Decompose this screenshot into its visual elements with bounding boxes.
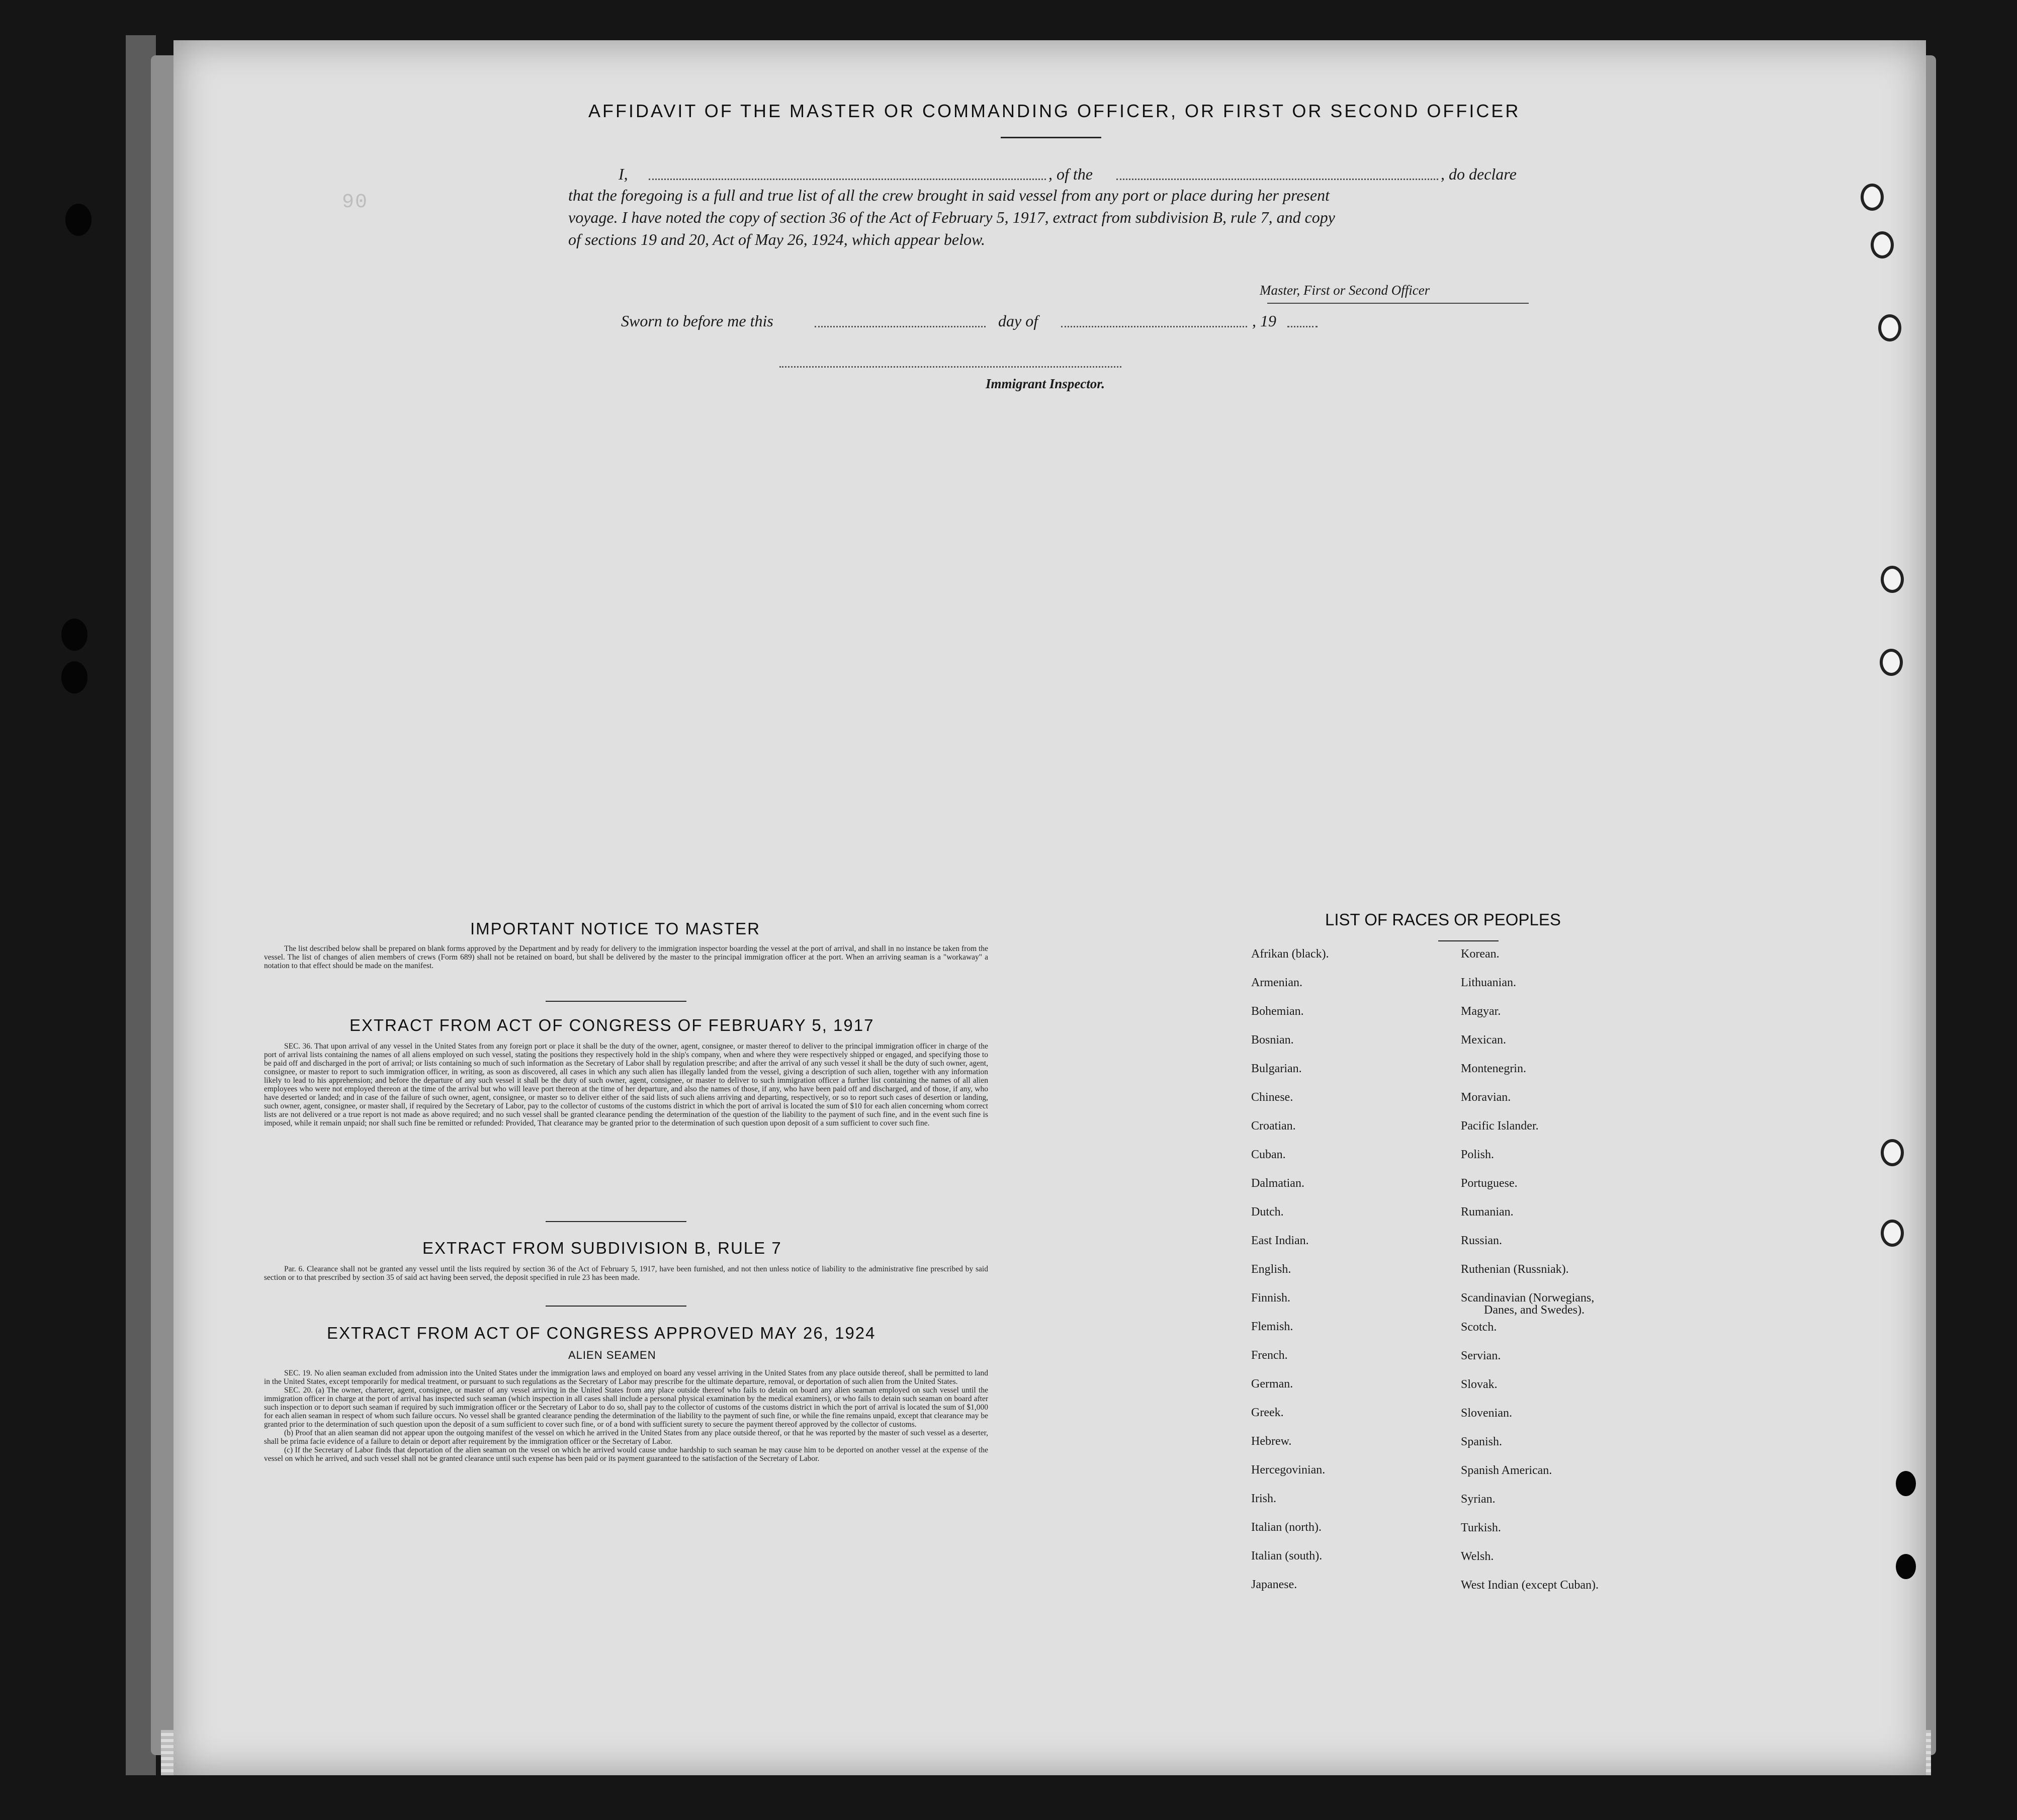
race-item: Scotch. (1461, 1321, 1497, 1334)
race-item: Italian (south). (1251, 1549, 1323, 1563)
inspector-label: Immigrant Inspector. (986, 376, 1105, 391)
race-item: Spanish American. (1461, 1464, 1552, 1477)
binder-ring (1880, 649, 1903, 676)
race-item: Dutch. (1251, 1205, 1284, 1219)
race-item: Portuguese. (1461, 1177, 1518, 1190)
sec-20c-paragraph: (c) If the Secretary of Labor finds that deportation of the alien seaman on the vessel on which he arrived would cause undue hardship to such seaman he may cause him to be deported on another vessel at the expense of the vessel on which he arrived, and such vessel shall not be granted clearance until such expense has been paid or its payment guaranteed to the satisfaction of the Secretary of Labor. (264, 1446, 988, 1463)
extract-1924-title: EXTRACT FROM ACT OF CONGRESS APPROVED MAY 26, 1924 (327, 1324, 876, 1342)
race-item: Montenegrin. (1461, 1062, 1526, 1075)
notice-title: IMPORTANT NOTICE TO MASTER (470, 919, 761, 938)
race-item: Syrian. (1461, 1493, 1496, 1506)
race-item: Servian. (1461, 1349, 1501, 1362)
binder-hole (61, 661, 87, 694)
section-rule (546, 1306, 686, 1307)
month-blank (1061, 326, 1247, 327)
race-item: Chinese. (1251, 1091, 1293, 1104)
binder-hole (1896, 1554, 1916, 1579)
binder-ring (1871, 231, 1894, 258)
binder-ring (1878, 314, 1901, 341)
officer-signature-line (1267, 303, 1529, 304)
race-item: Armenian. (1251, 976, 1302, 989)
race-item: Pacific Islander. (1461, 1119, 1539, 1133)
race-item: Japanese. (1251, 1578, 1297, 1591)
binder-ring (1881, 1139, 1904, 1166)
race-item: Bosnian. (1251, 1033, 1294, 1047)
race-item: Rumanian. (1461, 1205, 1514, 1219)
affidavit-title: AFFIDAVIT OF THE MASTER OR COMMANDING OFFICER, OR FIRST OR SECOND OFFICER (588, 101, 1521, 121)
section-rule (546, 1001, 686, 1002)
binder-ring (1861, 184, 1884, 211)
race-item: Slovenian. (1461, 1407, 1512, 1420)
affidavit-declare: , do declare (1441, 165, 1517, 183)
affidavit-line-3: voyage. I have noted the copy of section 36 of the Act of February 5, 1917, extract from subdivision B, rule 7, and copy (568, 208, 1335, 226)
race-item: Moravian. (1461, 1091, 1511, 1104)
race-item: Afrikan (black). (1251, 947, 1329, 961)
race-item: Korean. (1461, 947, 1500, 961)
alien-seamen-subtitle: ALIEN SEAMEN (568, 1349, 656, 1361)
sworn-day-blank (815, 326, 986, 327)
binder-ring (1881, 1220, 1904, 1247)
race-item: Welsh. (1461, 1550, 1494, 1563)
subdivision-text (264, 1265, 988, 1282)
race-item: Magyar. (1461, 1005, 1501, 1018)
vessel-blank (1116, 179, 1438, 180)
races-left-column (1251, 948, 1329, 1607)
races-right-column (1461, 948, 1599, 1608)
affidavit-line-2: that the foregoing is a full and true list of all the crew brought in said vessel from any port or place during her present (568, 186, 1330, 204)
races-title: LIST OF RACES OR PEOPLES (1325, 910, 1561, 929)
race-item: West Indian (except Cuban). (1461, 1579, 1599, 1592)
race-item: Hebrew. (1251, 1435, 1292, 1448)
sec-20a-paragraph: SEC. 20. (a) The owner, charterer, agent, consignee, or master of any vessel arriving in the United States from any place outside thereof who fails to detain on board any alien seaman employed on such vessel until the immigration officer in charge at the port of arrival has inspected such seaman (which inspection in all cases shall include a personal physical examination by the medical examiners), or who fails to detain such seaman on board after such inspection or to deport such seaman if required by such immigration officer or the Secretary of Labor to do so, shall pay to the collector of customs of the customs district in which the port of arrival is located the sum of $1,000 for each alien seaman in respect of whom such failure occurs. No vessel shall be granted clearance pending the determination of the liability to the payment of such fine, or while the fine remains unpaid, except that clearance may be granted prior to the determination of such question upon the deposit of a sum sufficient to cover such fine, or of a bond with sufficient surety to secure the payment thereof approved by the collector of customs. (264, 1386, 988, 1429)
extract-1924-text (264, 1369, 988, 1463)
race-item-line: Scandinavian (Norwegians, (1461, 1291, 1595, 1305)
section-rule (546, 1221, 686, 1222)
binder-hole (65, 204, 92, 236)
extract-1917-text (264, 1042, 988, 1128)
race-item: Spanish. (1461, 1435, 1503, 1448)
race-item: Bohemian. (1251, 1005, 1304, 1018)
subdivision-title: EXTRACT FROM SUBDIVISION B, RULE 7 (422, 1239, 782, 1257)
sworn-text: Sworn to before me this (621, 312, 773, 330)
year-blank (1287, 326, 1318, 327)
race-item: Lithuanian. (1461, 976, 1516, 989)
race-item-line: Danes, and Swedes). (1484, 1304, 1585, 1317)
race-item: East Indian. (1251, 1234, 1309, 1247)
notice-paragraph: The list described below shall be prepared on blank forms approved by the Department and by ready for delivery to the immigration inspector boarding the vessel at the port of arrival, and shall in no instance be taken from the vessel. The list of changes of alien members of crews (Form 689) shall not be retained on board, but shall be delivered by the master to the principal immigration officer at the port. When an arriving seaman is a "workaway" a notation to that effect should be made on the manifest. (264, 944, 988, 970)
race-item: Ruthenian (Russniak). (1461, 1263, 1569, 1276)
binder-ring (1881, 566, 1904, 593)
race-item: Finnish. (1251, 1291, 1291, 1305)
race-item: Russian. (1461, 1234, 1503, 1247)
race-item: Hercegovinian. (1251, 1463, 1326, 1477)
year-text: , 19 (1252, 312, 1276, 330)
race-item: German. (1251, 1377, 1293, 1391)
notice-text (264, 944, 988, 970)
name-blank (649, 179, 1046, 180)
race-item: Bulgarian. (1251, 1062, 1302, 1075)
race-item: Mexican. (1461, 1033, 1506, 1047)
extract-1917-title: EXTRACT FROM ACT OF CONGRESS OF FEBRUARY 5, 1917 (349, 1016, 874, 1034)
affidavit-line-4: of sections 19 and 20, Act of May 26, 1924, which appear below. (568, 230, 985, 248)
title-rule (1001, 137, 1101, 138)
race-item: Croatian. (1251, 1119, 1296, 1133)
sec-20b-paragraph: (b) Proof that an alien seaman did not appear upon the outgoing manifest of the vessel on which he arrived in the United States from any place outside thereof, or that he was reported by the master of such vessel as a deserter, shall be prima facie evidence of a failure to detain or deport after requirement by the immigration officer or the Secretary of Labor. (264, 1429, 988, 1446)
binder-hole (61, 619, 87, 651)
race-item: Dalmatian. (1251, 1177, 1304, 1190)
race-item: French. (1251, 1349, 1288, 1362)
race-item (1461, 1292, 1599, 1321)
race-item: Flemish. (1251, 1320, 1293, 1333)
binder-hole (1896, 1471, 1916, 1496)
form-page (173, 40, 1926, 1775)
race-item: Polish. (1461, 1148, 1495, 1161)
affidavit-i: I, (619, 165, 628, 183)
margin-number: 90 (342, 191, 369, 214)
race-item: Slovak. (1461, 1378, 1498, 1391)
race-item: Irish. (1251, 1492, 1276, 1505)
subdivision-paragraph: Par. 6. Clearance shall not be granted any vessel until the lists required by section 36 of the Act of February 5, 1917, have been furnished, and not then unless notice of liability to the administrative fine prescribed by said section or to that prescribed by section 35 of said act having been served, the deposit specified in rule 23 has been made. (264, 1265, 988, 1282)
inspector-signature-line (779, 366, 1121, 368)
race-item: Turkish. (1461, 1521, 1501, 1534)
races-rule (1438, 940, 1499, 941)
race-item: Italian (north). (1251, 1521, 1322, 1534)
affidavit-of-the: , of the (1048, 165, 1093, 183)
officer-label: Master, First or Second Officer (1260, 283, 1430, 298)
race-item: Cuban. (1251, 1148, 1286, 1161)
race-item: Greek. (1251, 1406, 1284, 1419)
extract-1917-paragraph: SEC. 36. That upon arrival of any vessel in the United States from any foreign port or place it shall be the duty of the owner, agent, consignee, or master thereof to deliver to the principal immigration officer in charge of the port of arrival lists containing the names of all aliens employed on such vessel, stating the positions they respectively hold in the ship's company, when and where they were respectively shipped or engaged, and specifying those to be paid off and discharged in the port of arrival; or lists containing so much of such information as the Secretary of Labor shall by regulation prescribe; and after the arrival of any such vessel it shall be the duty of such owner, agent, consignee, or master to report to such immigration officer, in writing, as soon as discovered, all cases in which any such alien has illegally landed from the vessel, giving a description of such alien, together with any information likely to lead to his apprehension; and before the departure of any such vessel it shall be the duty of such owner, agent, consignee, or master to deliver to such immigration officer a further list containing the names of all alien employees who were not employed thereon at the time of the arrival but who will leave port thereon at the time of her departure, and also the names of those, if any, who have been paid off and discharged, and of those, if any, who have deserted or landed; and in case of the failure of such owner, agent, consignee, or master so to deliver either of the said lists of such aliens arriving and departing, respectively, or so to report such cases of desertion or landing, such owner, agent, consignee, or master shall, if required by the Secretary of Labor, pay to the collector of customs of the customs district in which the port of arrival is located the sum of $10 for each alien concerning whom correct lists are not delivered or a true report is not made as above required; and no such vessel shall be granted clearance pending the determination of the question of the liability to the payment of such fine, and in the event such fine is imposed, while it remain unpaid; nor shall such fine be remitted or refunded: Provided, That clearance may be granted prior to the determination of such question upon deposit of a sum sufficient to cover such fine. (264, 1042, 988, 1128)
sec-19-paragraph: SEC. 19. No alien seaman excluded from admission into the United States under the immigration laws and employed on board any vessel arriving in the United States from any place outside thereof, shall be permitted to land in the United States, except temporarily for medical treatment, or pursuant to such regulations as the Secretary of Labor may prescribe for the ultimate departure, removal, or deportation of such alien from the United States. (264, 1369, 988, 1386)
race-item: English. (1251, 1263, 1291, 1276)
day-of-text: day of (998, 312, 1038, 330)
